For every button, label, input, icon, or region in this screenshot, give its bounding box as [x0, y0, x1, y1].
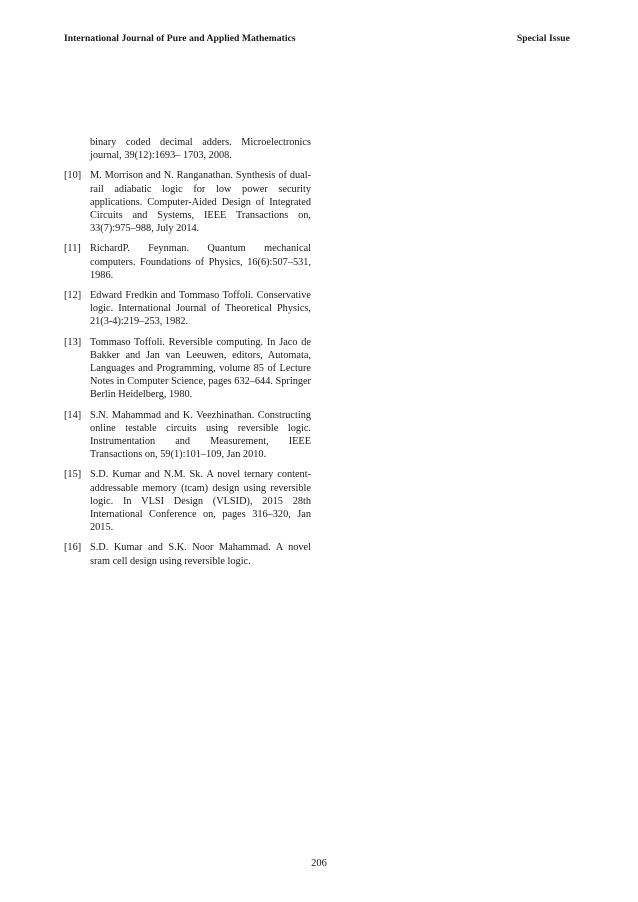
- reference-text: M. Morrison and N. Ranganathan. Synthesis of dual-rail adiabatic logic for low power security applications. Computer-Aided Design of Integrated Circuits and Systems, IEEE Transactions on, 33(7):975–988, July 2014.: [90, 170, 311, 235]
- reference-text: RichardP. Feynman. Quantum mechanical computers. Foundations of Physics, 16(6):507–531, 1986.: [90, 243, 311, 281]
- page-number: 206: [311, 858, 327, 869]
- reference-number: [11]: [64, 243, 81, 255]
- reference-text: Edward Fredkin and Tommaso Toffoli. Conservative logic. International Journal of Theoretical Physics, 21(3-4):219–253, 1982.: [90, 290, 311, 328]
- reference-number: [13]: [64, 336, 82, 348]
- reference-item-10: [64, 169, 311, 235]
- reference-item-15: [64, 468, 311, 534]
- reference-text: Tommaso Toffoli. Reversible computing. In Jaco de Bakker and Jan van Leeuwen, editors, Automata, Languages and Programming, volume 85 of Lecture Notes in Computer Science, pages 632–644. Springer Berlin Heidelberg, 1980.: [90, 336, 311, 401]
- reference-number: [16]: [64, 542, 82, 554]
- reference-text: S.N. Mahammad and K. Veezhinathan. Constructing online testable circuits using reversible logic. Instrumentation and Measurement, IEEE Transactions on, 59(1):101–109, Jan 2010.: [90, 409, 311, 461]
- reference-item-11: [64, 242, 311, 282]
- reference-text: S.D. Kumar and S.K. Noor Mahammad. A novel sram cell design using reversible logic.: [90, 542, 311, 567]
- reference-number: [10]: [64, 170, 82, 182]
- running-header: [64, 33, 570, 47]
- reference-item-16: [64, 541, 311, 567]
- reference-number: [15]: [64, 469, 82, 481]
- reference-continuation: [64, 136, 311, 162]
- reference-text: S.D. Kumar and N.M. Sk. A novel ternary content-addressable memory (tcam) design using reversible logic. In VLSI Design (VLSID), 2015 28th International Conference on, pages 316–320, Jan 2015.: [90, 469, 311, 534]
- journal-title: International Journal of Pure and Applied Mathematics: [64, 33, 296, 44]
- reference-number: [14]: [64, 409, 82, 421]
- reference-text: binary coded decimal adders. Microelectronics journal, 39(12):1693– 1703, 2008.: [90, 137, 311, 162]
- reference-number: [12]: [64, 290, 82, 302]
- reference-item-14: [64, 409, 311, 462]
- reference-item-13: [64, 336, 311, 402]
- reference-list: [64, 136, 311, 575]
- issue-label: Special Issue: [516, 33, 570, 44]
- reference-item-12: [64, 289, 311, 329]
